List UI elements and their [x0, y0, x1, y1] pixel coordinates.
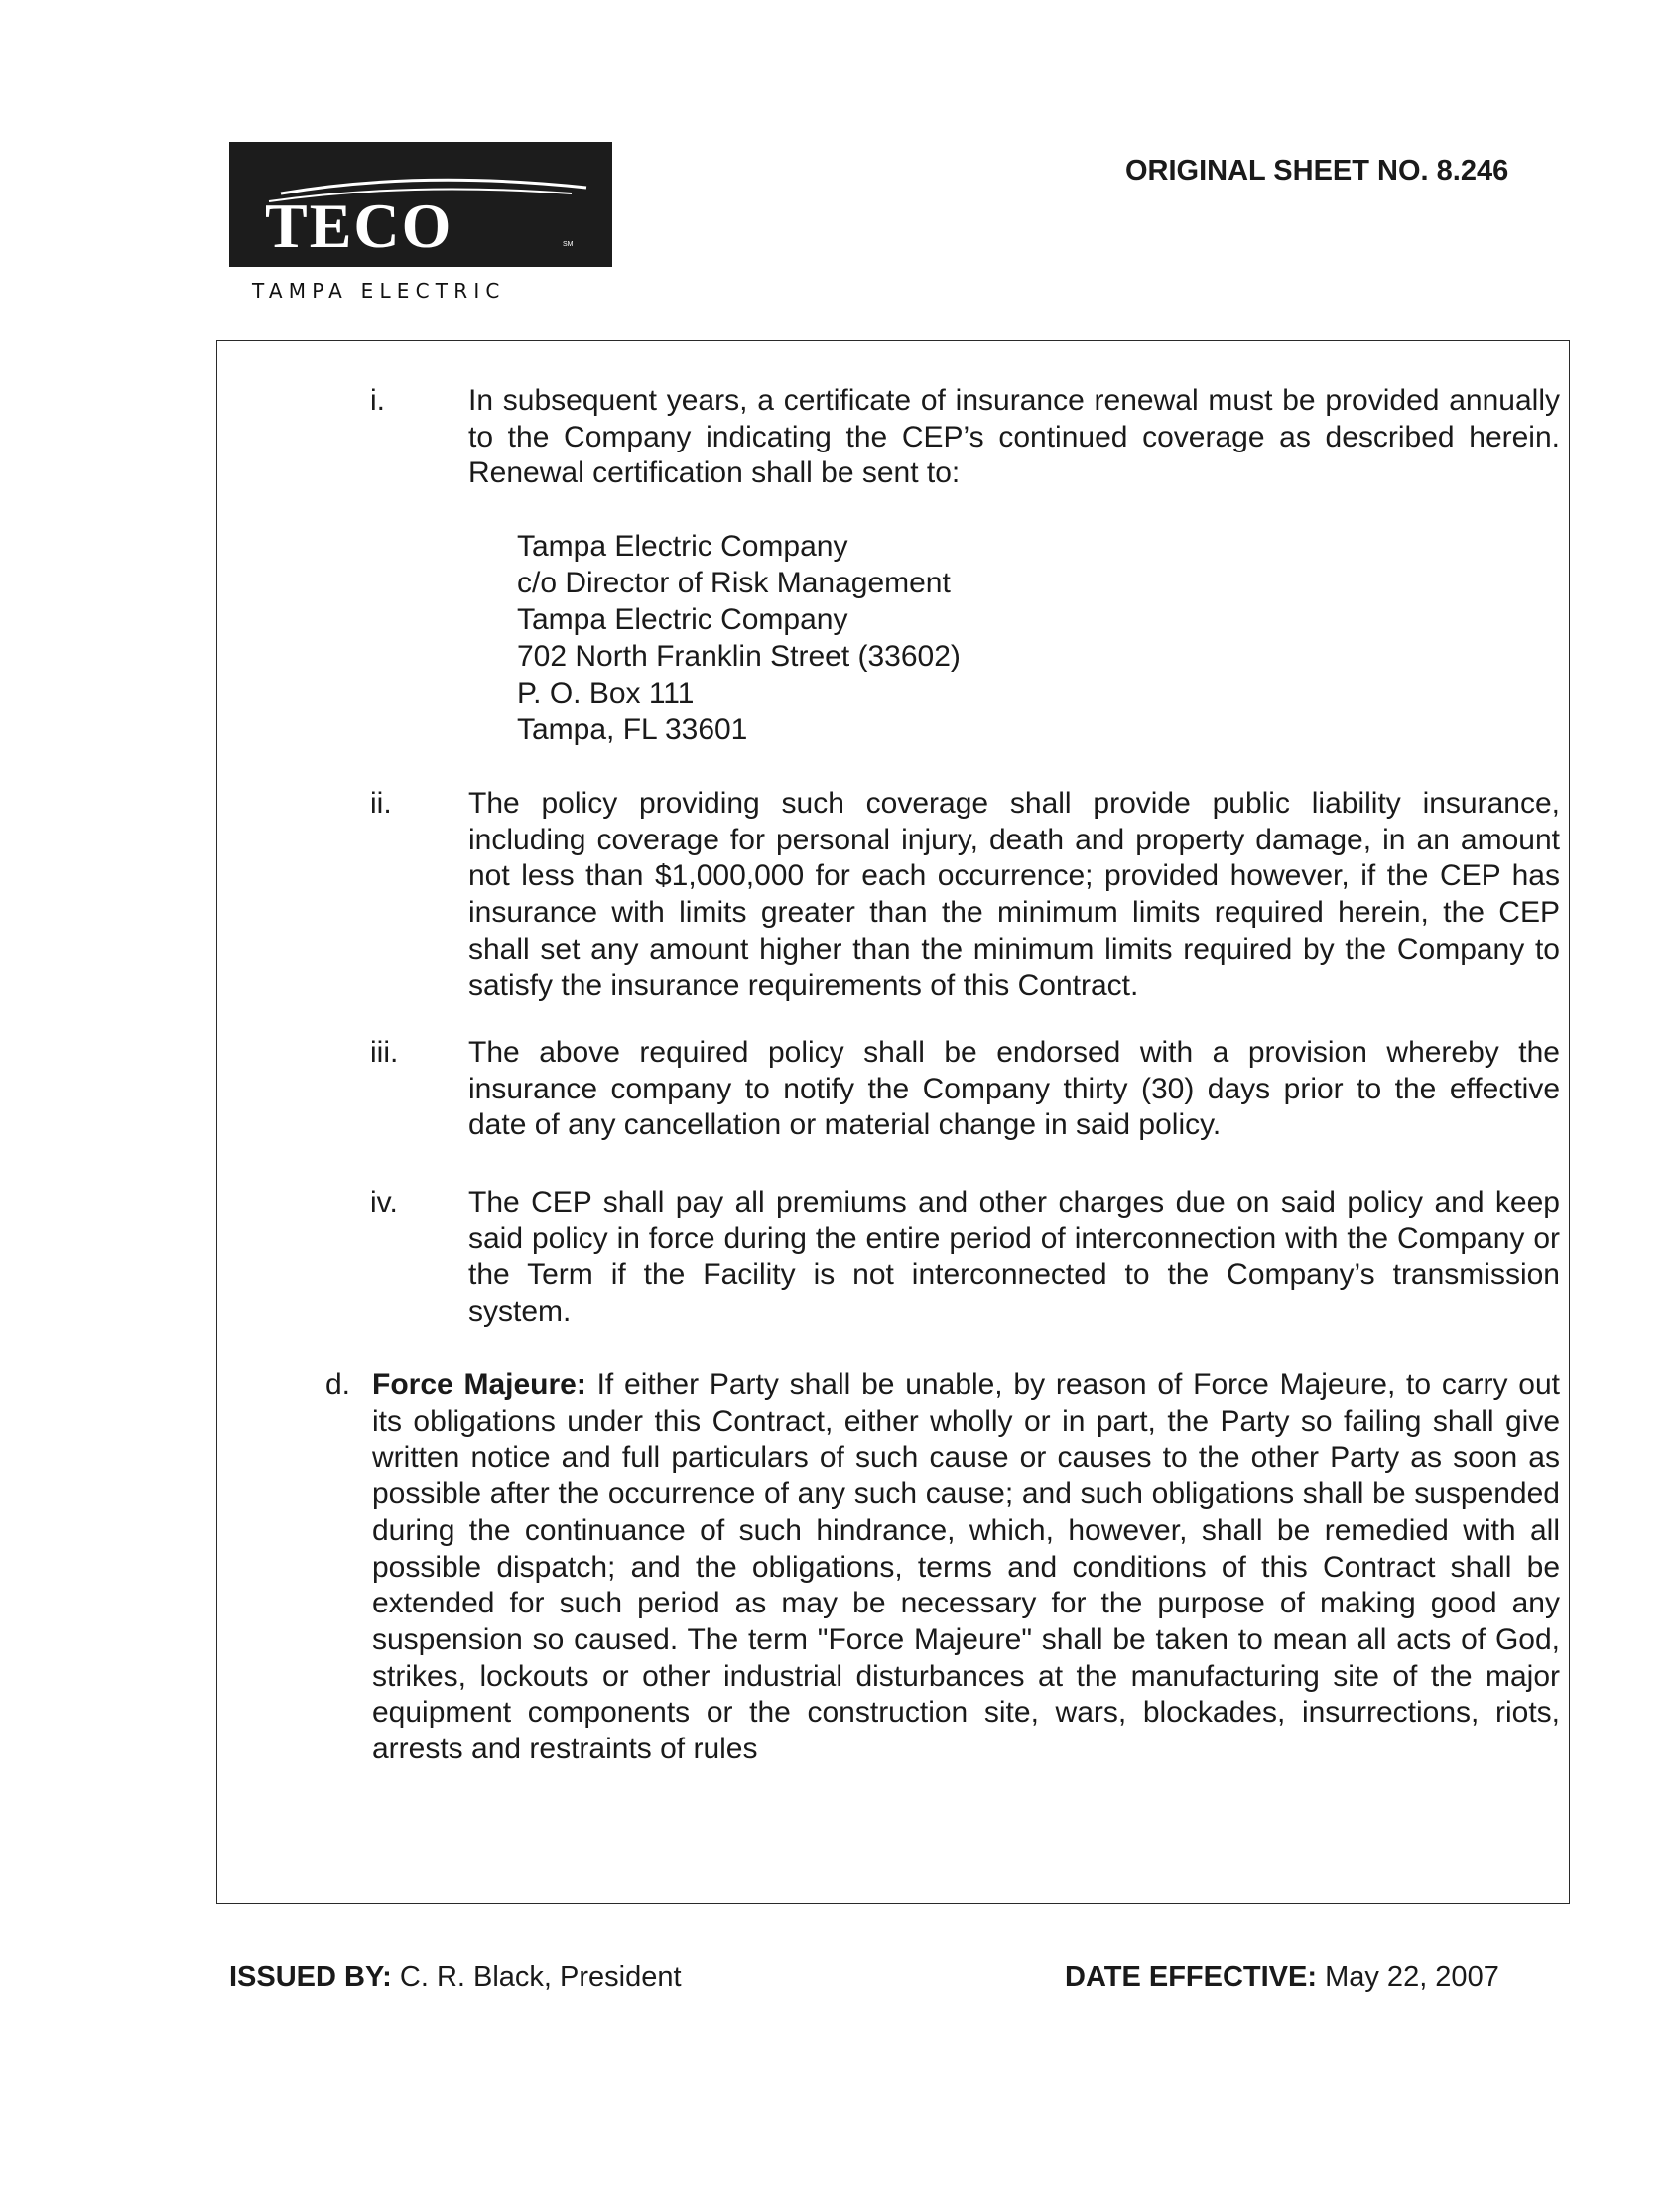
item-text-ii: The policy providing such coverage shall provide public liability insurance, including coverage for personal injury, death and property damage, in an amount not less than $1,000,000 for each occurrence; provided however, if the CEP has insurance with limits greater than the minimum limits required herein, the CEP shall set any amount higher than the minimum limits required by the Company to satisfy the insurance requirements of this Contract.: [468, 787, 1560, 1002]
date-effective-label: DATE EFFECTIVE:: [1065, 1961, 1318, 1993]
item-text-i: In subsequent years, a certificate of insurance renewal must be provided annually to the Company indicating the CEP’s continued coverage as described herein. Renewal certification shall be sent to:: [468, 384, 1560, 490]
sheet-number: ORIGINAL SHEET NO. 8.246: [1125, 155, 1509, 187]
address-line: 702 North Franklin Street (33602): [517, 640, 961, 673]
logo-service-mark: SM: [563, 241, 574, 248]
teco-logo-graphic: [229, 142, 612, 267]
address-line: Tampa, FL 33601: [517, 713, 748, 746]
address-line: Tampa Electric Company: [517, 530, 848, 563]
teco-logo: [229, 142, 612, 267]
company-name: TAMPA ELECTRIC: [252, 279, 506, 303]
address-line: Tampa Electric Company: [517, 603, 848, 636]
renewal-address: [517, 528, 961, 748]
item-marker-i: i.: [370, 384, 385, 417]
issued-by: [229, 1961, 682, 1994]
item-marker-iii: iii.: [370, 1036, 399, 1069]
section-d-text: If either Party shall be unable, by reason of Force Majeure, to carry out its obligations under this Contract, either wholly or in part, the Party so failing shall give written notice and full particulars of such cause or causes to the other Party as soon as possible after the occurrence of any such cause; and such obligations shall be suspended during the continuance of such hindrance, which, however, shall be remedied with all possible dispatch; and the obligations, terms and conditions of this Contract shall be extended for such period as may be necessary for the purpose of making good any suspension so caused. The term "Force Majeure" shall be taken to mean all acts of God, strikes, lockouts or other industrial disturbances at the manufacturing site of the major equipment components or the construction site, wars, blockades, insurrections, riots, arrests and restraints of rules: [372, 1368, 1560, 1766]
date-effective-value: May 22, 2007: [1325, 1961, 1499, 1993]
section-d-paragraph: [372, 1367, 1560, 1768]
item-text-iii: The above required policy shall be endorsed with a provision whereby the insurance company to notify the Company thirty (30) days prior to the effective date of any cancellation or material change in said policy.: [468, 1036, 1560, 1142]
item-marker-iv: iv.: [370, 1186, 398, 1219]
issued-by-label: ISSUED BY:: [229, 1961, 392, 1993]
date-effective: [1065, 1961, 1499, 1994]
address-line: P. O. Box 111: [517, 677, 695, 709]
section-d-heading: Force Majeure:: [372, 1368, 586, 1401]
item-marker-ii: ii.: [370, 787, 392, 820]
section-d-marker: d.: [325, 1368, 351, 1401]
address-line: c/o Director of Risk Management: [517, 567, 951, 599]
logo-text: TECO: [265, 191, 453, 261]
item-text-iv: The CEP shall pay all premiums and other charges due on said policy and keep said policy in force during the entire period of interconnection with the Company or the Term if the Facility is not interconnected to the Company’s transmission system.: [468, 1186, 1560, 1329]
issued-by-value: C. R. Black, President: [399, 1961, 682, 1993]
